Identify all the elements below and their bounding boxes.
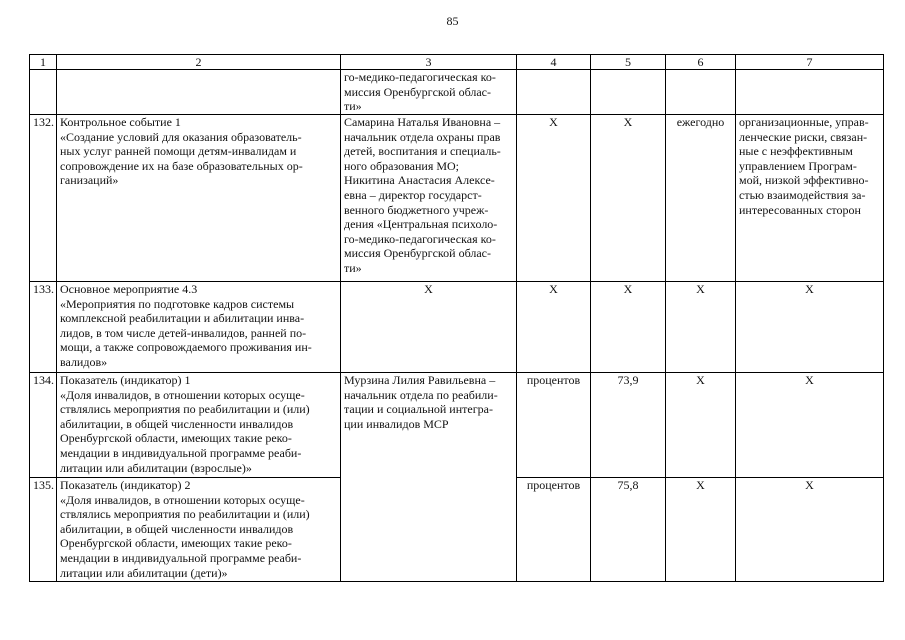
unit-cell: X (517, 282, 591, 373)
description-cell: Показатель (индикатор) 1 «Доля инвалидов, в отношении которых осуще- ствлялись мероприятия по реабилитации и (или) абилитации, в общей численности инвалидов Оренбургской области, имеющих такие реко- мендации в индивидуальной программе реаби- литации или абилитации (взрослые)» (57, 373, 341, 478)
value-cell: 75,8 (591, 478, 666, 582)
header-cell: 5 (591, 55, 666, 70)
responsible-cell: го-медико-педагогическая ко- миссия Оренбургской облас- ти» (341, 70, 517, 115)
value-cell: 73,9 (591, 373, 666, 478)
continuation-row (30, 70, 884, 115)
description-cell: Основное мероприятие 4.3 «Мероприятия по подготовке кадров системы комплексной реабилитации и абилитации инва- лидов, в том числе детей-инвалидов, ранней по- мощи, а также сопровождаемого проживания ин- валидов» (57, 282, 341, 373)
header-cell: 1 (30, 55, 57, 70)
table-row (30, 115, 884, 282)
risks-cell: X (736, 478, 884, 582)
page-number: 85 (446, 14, 459, 28)
row-number-cell: 134. (30, 373, 57, 478)
row-number-cell (30, 70, 57, 115)
description-cell (57, 70, 341, 115)
description-cell: Показатель (индикатор) 2 «Доля инвалидов, в отношении которых осуще- ствлялись мероприятия по реабилитации и (или) абилитации, в общей численности инвалидов Оренбургской области, имеющих такие реко- мендации в индивидуальной программе реаби- литации или абилитации (дети)» (57, 478, 341, 582)
header-cell: 2 (57, 55, 341, 70)
plan-table (29, 54, 884, 582)
risks-cell: X (736, 282, 884, 373)
period-cell: ежегодно (666, 115, 736, 282)
row-number-cell: 133. (30, 282, 57, 373)
period-cell: X (666, 478, 736, 582)
header-cell: 6 (666, 55, 736, 70)
value-cell (591, 70, 666, 115)
table-row (30, 373, 884, 478)
description-cell: Контрольное событие 1 «Создание условий для оказания образователь- ных услуг ранней помощи детям-инвалидам и сопровождение их на базе образовательных ор- ганизаций» (57, 115, 341, 282)
period-cell: X (666, 282, 736, 373)
value-cell: X (591, 282, 666, 373)
period-cell: X (666, 373, 736, 478)
responsible-cell: X (341, 282, 517, 373)
unit-cell: X (517, 115, 591, 282)
row-number-cell: 132. (30, 115, 57, 282)
unit-cell: процентов (517, 373, 591, 478)
header-cell: 4 (517, 55, 591, 70)
unit-cell: процентов (517, 478, 591, 582)
header-cell: 7 (736, 55, 884, 70)
risks-cell: X (736, 373, 884, 478)
header-cell: 3 (341, 55, 517, 70)
period-cell (666, 70, 736, 115)
value-cell: X (591, 115, 666, 282)
responsible-cell: Самарина Наталья Ивановна – начальник отдела охраны прав детей, воспитания и специаль- ного образования МО; Никитина Анастасия Алексе- евна – директор государст- венного бюджетного учреж- дения «Центральная психоло- го-медико-педагогическая ко- миссия Оренбургской облас- ти» (341, 115, 517, 282)
risks-cell: организационные, управ- ленческие риски, связан- ные с неэффективным управлением Програм- мой, низкой эффективно- стью взаимодействия за- интересованных сторон (736, 115, 884, 282)
risks-cell (736, 70, 884, 115)
table-row (30, 282, 884, 373)
header-row (30, 55, 884, 70)
responsible-cell: Мурзина Лилия Равильевна – начальник отдела по реабили- тации и социальной интегра- ции инвалидов МСР (341, 373, 517, 582)
unit-cell (517, 70, 591, 115)
row-number-cell: 135. (30, 478, 57, 582)
